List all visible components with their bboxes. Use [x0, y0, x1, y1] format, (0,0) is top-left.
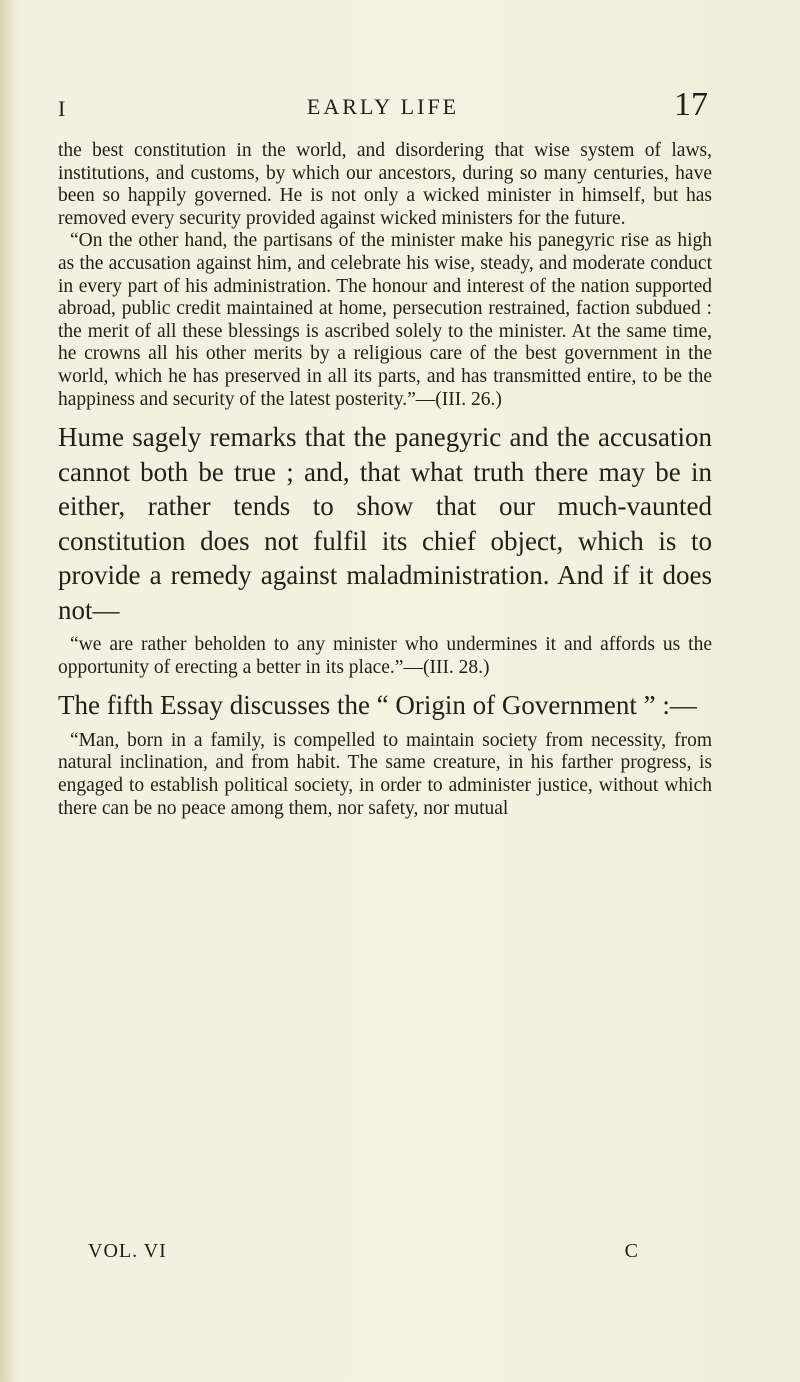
page-number: 17	[674, 86, 708, 123]
signature-mark: C	[624, 1240, 638, 1262]
page-footer	[58, 1240, 638, 1270]
volume-label: VOL. VI	[88, 1240, 167, 1262]
paragraph-fifth-essay: The fifth Essay discusses the “ Origin of Government ” :—	[58, 690, 697, 721]
paragraph-partisans-quote: “On the other hand, the partisans of the minister make his panegyric rise as high as the accusation against him, and celebrate his wise, steady, and moderate conduct in every part of his administration. The honour and interest of the nation supported abroad, public credit maintained at home, persecution restrained, faction subdued : the merit of all these blessings is ascribed solely to the minister. At the same time, he crowns all his other merits by a religious care of the best government in the world, which he has preserved in all its parts, and has transmitted entire, to be the happiness and security of the latest posterity.”—(III. 26.)	[58, 230, 712, 410]
running-header	[58, 86, 708, 130]
paragraph-origin-quote: “Man, born in a family, is compelled to maintain society from necessity, from natural inclination, and from habit. The same creature, in his farther progress, is engaged to establish political society, in order to administer justice, without which there can be no peace among them, nor safety, nor mutual	[58, 729, 712, 819]
chapter-number: I	[58, 96, 66, 121]
running-title: EARLY LIFE	[306, 94, 460, 119]
page-body	[58, 140, 712, 820]
spine-shadow	[0, 0, 14, 1382]
paragraph-hume-remarks: Hume sagely remarks that the panegyric and the accusation cannot both be true ; and, that what truth there may be in either, rather tends to show that our much-vaunted constitution does not fulfil its chief object, which is to provide a remedy against maladministration. And if it does not—	[58, 422, 712, 625]
paragraph-continued-quote: the best constitution in the world, and disordering that wise system of laws, institutions, and customs, by which our ancestors, during so many centuries, have been so happily governed. He is not only a wicked minister in himself, but has removed every security provided against wicked ministers for the future.	[58, 140, 712, 229]
paragraph-beholden-quote: “we are rather beholden to any minister who undermines it and affords us the opportunity of erecting a better in its place.”—(III. 28.)	[58, 634, 712, 678]
